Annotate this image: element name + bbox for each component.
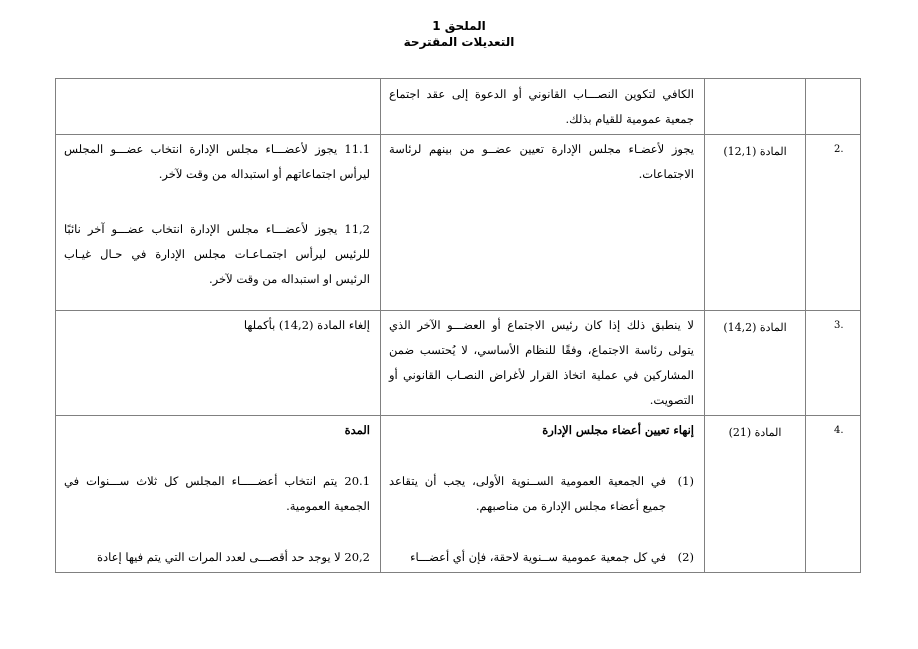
clause-number: 20,2 xyxy=(344,550,370,564)
clause-number: 11,2 xyxy=(344,222,370,236)
item-number: (1) xyxy=(677,474,694,488)
row-number-cell xyxy=(806,135,861,311)
numbered-item xyxy=(381,467,704,521)
row-number: 3. xyxy=(834,320,844,331)
document-header xyxy=(0,18,918,50)
article-label: المادة (14,2) xyxy=(723,321,787,334)
annex-subtitle: التعديلات المقترحة xyxy=(403,35,515,49)
article-cell xyxy=(705,311,806,416)
row-number: 2. xyxy=(834,144,844,155)
table-row xyxy=(56,135,861,311)
row-number-cell xyxy=(806,416,861,573)
proposed-clause xyxy=(56,215,380,294)
current-text-cell xyxy=(381,79,705,135)
row-number-cell xyxy=(806,311,861,416)
current-text-cell xyxy=(381,416,705,573)
amendments-table xyxy=(55,78,861,573)
section-heading: المدة xyxy=(344,423,370,437)
clause-number: 20.1 xyxy=(344,474,371,488)
current-text: يجوز لأعضـاء مجلس الإدارة تعيين عضــو من بينهم لرئاسة الاجتماعات. xyxy=(389,142,694,181)
current-text: لا ينطبق ذلك إذا كان رئيس الاجتماع أو العضـــو الآخر الذي يتولى رئاسة الاجتماع، وفقًا للنظام الأساسي، لا يُحتسب ضمن المشاركين في عملية اتخاذ القرار لأغراض النصـاب القانوني أو التصويت. xyxy=(389,318,694,407)
article-label: المادة (12,1) xyxy=(723,145,787,158)
row-number-cell xyxy=(806,79,861,135)
proposed-clause xyxy=(56,135,380,189)
section-heading: إنهاء تعيين أعضاء مجلس الإدارة xyxy=(542,423,694,437)
numbered-item xyxy=(381,543,704,572)
current-text-cell xyxy=(381,311,705,416)
clause-text: لا يوجد حد أقصـــى لعدد المرات التي يتم فيها إعادة xyxy=(97,550,341,564)
proposed-text-cell xyxy=(56,311,381,416)
proposed-clause xyxy=(56,467,380,521)
current-text-cell xyxy=(381,135,705,311)
proposed-clause xyxy=(56,543,380,572)
article-cell xyxy=(705,416,806,573)
clause-text: يتم انتخاب أعضـــــاء المجلس كل ثلاث ســـنوات في الجمعية العمومية. xyxy=(64,474,370,513)
proposed-text-cell xyxy=(56,416,381,573)
clause-number: 11.1 xyxy=(344,142,370,156)
item-text: في كل جمعية عمومية ســنوية لاحقة، فإن أي أعضـــاء xyxy=(410,550,666,564)
clause-text: يجوز لأعضـــاء مجلس الإدارة انتخاب عضـــو المجلس ليرأس اجتماعاتهم أو استبداله من وقت لآخر. xyxy=(64,142,370,181)
proposed-text-cell xyxy=(56,135,381,311)
proposed-text-cell xyxy=(56,79,381,135)
article-cell xyxy=(705,135,806,311)
current-text: الكافي لتكوين النصـــاب القانوني أو الدعوة إلى عقد اجتماع جمعية عمومية للقيام بذلك. xyxy=(389,87,694,126)
item-text: في الجمعية العمومية الســنوية الأولى، يجب أن يتقاعد جميع أعضاء مجلس الإدارة من مناصبهم. xyxy=(389,474,666,513)
clause-text: يجوز لأعضـــاء مجلس الإدارة انتخاب عضـــو آخر نائبًا للرئيس ليرأس اجتمـاعـات مجلس الإدارة في حـال غيـاب الرئيس او استبداله من وقت لآخر. xyxy=(64,222,370,286)
item-number: (2) xyxy=(677,550,694,564)
annex-title: الملحق 1 xyxy=(432,19,486,33)
row-number: 4. xyxy=(834,425,844,436)
proposed-text: إلغاء المادة (14,2) بأكملها xyxy=(243,318,370,332)
table-row xyxy=(56,79,861,135)
article-label: المادة (21) xyxy=(728,426,782,439)
article-cell xyxy=(705,79,806,135)
table-row xyxy=(56,311,861,416)
table-row xyxy=(56,416,861,573)
